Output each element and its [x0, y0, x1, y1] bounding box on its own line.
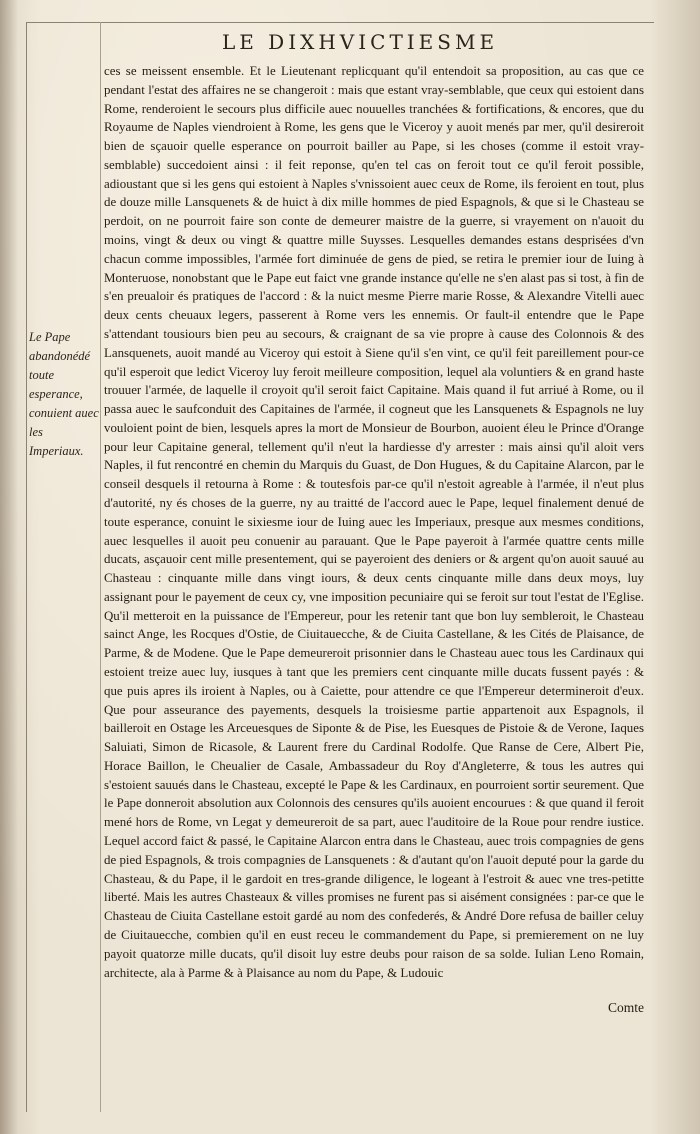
outer-margin-rule: [26, 22, 27, 1112]
main-text-block: [104, 62, 644, 982]
catchword: Comte: [608, 1000, 644, 1015]
body-paragraph: ces se meissent ensemble. Et le Lieutenant replicquant qu'il entendoit sa proposition, au cas que ce pendant l'estat des affaires ne se changeroit : mais que estant vray-semblable, que ceux qui estoient dans Rome, renderoient le secours plus difficile auec nouuelles tranchées & fortifications, & encores, que du Royaume de Naples viendroient à Rome, les gens que le Viceroy y auoit menés par mer, qu'il desireroit bien de sçauoir quelle esperance on pourroit bailler au Pape, si les choses (comme il estoit vray-semblable) succedoient ainsi : il feit reponse, qu'en tel cas on feroit tout ce qu'il feroit possible, adioustant que si les gens qui estoient à Naples s'vnissoient auec ceux de Rome, ils feroient en tout, plus de douze mille Lansquenets & de huict à dix mille hommes de pied Espagnols, & que si le Chasteau se perdoit, on ne pourroit faire son conte de demeurer maistre de la guerre, si vrayement on n'auoit du moins, vingt & deux ou vingt & quattre mille Suysses. Lesquelles demandes estans desprisées d'vn chacun comme impossibles, l'armée fort diminuée de gens de pied, se retira le premier iour de Iuing à Monteruose, nonobstant que le Pape eut faict vne grande instance qu'elle ne s'en alast pas si tost, à fin de s'en preualoir és pratiques de l'accord : & la nuict mesme Pierre marie Rosse, & Alexandre Vitelli auec deux cents cheuaux legers, passerent à Rome vers les ennemis. Or fault-il entendre que le Pape s'attendant tousiours bien peu au secours, & craignant de sa vie propre à cause des Colonnois & des Lansquenets, auoit mandé au Viceroy qui estoit à Siene qu'il s'en vint, ce qu'il feit pareillement pour-ce qu'il esperoit que ledict Viceroy luy feroit meilleure composition, lequel ala voluntiers & en grand haste trouuer l'armée, de laquelle il croyoit qu'il seroit faict Capitaine. Mais quand il fut arriué à Rome, ou il passa auec le saufconduit des Capitaines de l'armée, il cogneut que les Lansquenets & Espagnols ne luy vouloient point de bien, lesquels apres la mort de Monsieur de Bourbon, auoient éleu le Prince d'Orange pour leur Capitaine general, tellement qu'il n'eut la hardiesse d'y arrester : mais ainsi qu'il aloit vers Naples, il fut rencontré en chemin du Marquis du Guast, de Don Hugues, & du Capitaine Alarcon, par le conseil desquels il retourna à Rome : & toutesfois par-ce qu'il n'estoit agreable à l'armée, il n'eut plus d'autorité, ny és choses de la guerre, ny au traitté de l'accord auec le Pape, lequel finalement denué de toute esperance, conuint le sixiesme iour de Iuing auec les Imperiaux, presque aux mesmes conditions, auec lesquelles il auoit peu conuenir au parauant. Que le Pape payeroit à l'armée quattre cents mille ducats, asçauoir cent mille presentement, qui se payeroient des deniers or & argent qu'on auoit sauué au Chasteau : cinquante mille dans vingt iours, & deux cents cinquante mille dans deux moys, luy assignant pour le payement de ceux cy, vne imposition pecuniaire qui se feroit sur tout l'estat de l'Eglise. Qu'il metteroit en la puissance de l'Empereur, pour les retenir tant que bon luy sembleroit, le Chasteau sainct Ange, les Rocques d'Ostie, de Ciuitauecche, & de Ciuita Castellane, & les Cités de Plaisance, de Parme, & de Modene. Que le Pape demeureroit prisonnier dans le Chasteau auec tous les Cardinaux qui estoient treize auec luy, iusques à tant que les premiers cent cinquante mille ducats fussent payés : & que puis apres ils iroient à Naples, ou à Caiette, pour attendre ce que l'Empereur determineroit d'eux. Que pour asseurance des payements, desquels la troisiesme partie appartenoit aux Espagnols, il bailleroit en Ostage les Arceuesques de Siponte & de Pise, les Euesques de Pistoie & de Verone, Iaques Saluiati, Simon de Ricasole, & Laurent frere du Cardinal Rodolfe. Que Ranse de Cere, Albert Pie, Horace Baillon, le Cheualier de Casale, Ambassadeur du Roy d'Angleterre, & tous les autres qui s'estoient sauués dans le Chasteau, excepté le Pape & les Cardinaux, en pourroient sortir seurement. Que le Pape donneroit absolution aux Colonnois des censures qu'ils auoient encourues : & que quand il feroit mené hors de Rome, vn Legat y demeureroit de sa part, auec l'auditoire de la Roue pour rendre iustice. Lequel accord faict & passé, le Capitaine Alarcon entra dans le Chasteau, auec trois compagnies de gens de pied Espagnols, & trois compagnies de Lansquenets : & d'autant qu'on l'auoit deputé pour la garde du Chasteau, & du Pape, il le gardoit en tres-grande diligence, le logeant à l'estroit & auec vne tres-petitte liberté. Mais les autres Chasteaux & villes promises ne furent pas si aisément consignées : par-ce que le Chasteau de Ciuita Castellane estoit gardé au nom des confederés, & André Dore refusa de bailler celuy de Ciuitauecche, combien qu'il en eust receu le commandement du Pape, si premierement on ne luy payoit quatorze mille ducats, qu'il disoit luy estre deubs pour raison de sa solde. Iulian Leno Romain, architecte, ala à Parme & à Plaisance au nom du Pape, & Ludouic: [104, 64, 644, 980]
gutter-shadow: [0, 0, 18, 1134]
inner-margin-rule: [100, 22, 101, 1112]
margin-note: Le Pape abandonédé toute esperance, conuient auec les Imperiaux.: [29, 330, 99, 458]
top-border-rule: [26, 22, 654, 23]
running-head: LE DIXHVICTIESME: [221, 30, 499, 54]
